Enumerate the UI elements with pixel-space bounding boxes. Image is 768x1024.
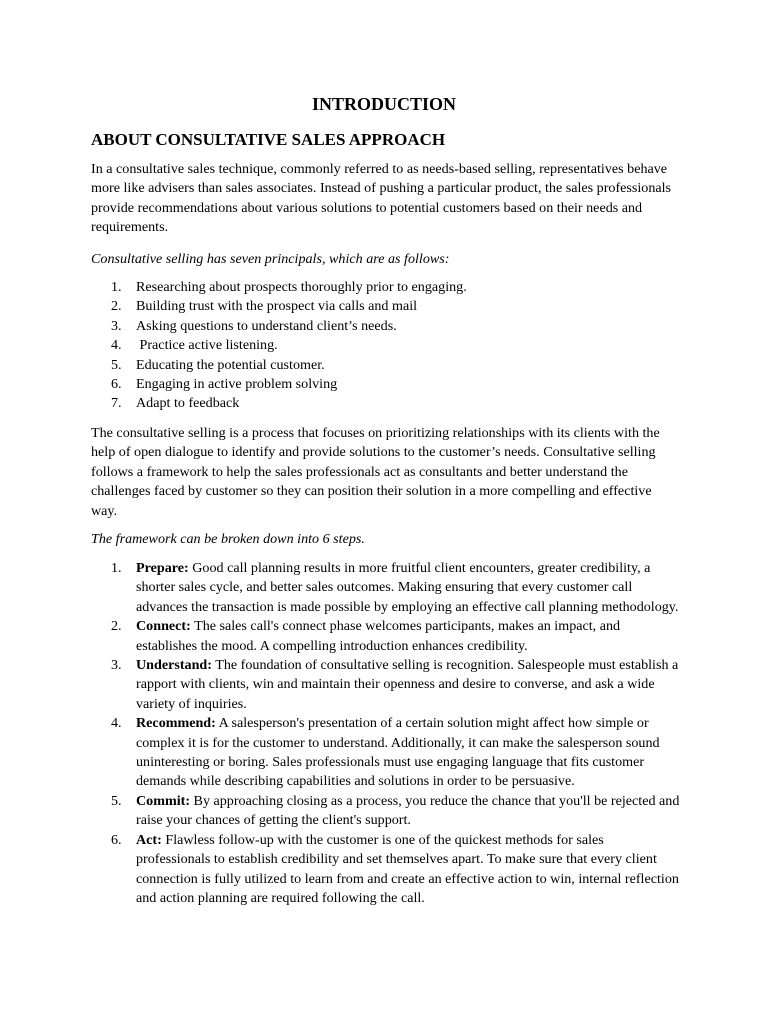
list-item-text: Building trust with the prospect via calls and mail bbox=[136, 298, 418, 315]
intro-paragraph: In a consultative sales technique, commonly referred to as needs-based selling, representatives behave more like advisers than sales associates. Instead of pushing a particular product, the sales professionals provide recommendations about various solutions to potential customers based on their needs and requirements. bbox=[91, 161, 672, 236]
list-number: 4. bbox=[111, 337, 122, 354]
list-item-text: Adapt to feedback bbox=[136, 395, 240, 412]
list-item bbox=[91, 297, 681, 316]
list-item bbox=[91, 617, 681, 656]
step-label: Understand: bbox=[136, 657, 212, 674]
list-item bbox=[91, 356, 681, 375]
list-number: 5. bbox=[111, 792, 122, 809]
list-number: 2. bbox=[111, 618, 122, 635]
list-item bbox=[91, 656, 681, 714]
step-text: The foundation of consultative selling is recognition. Salespeople must establish a rapport with clients, win and maintain their openness and desire to converse, and ask a wide variety of inquiries. bbox=[136, 657, 679, 712]
list-item-text: Engaging in active problem solving bbox=[136, 376, 338, 393]
list-number: 3. bbox=[111, 317, 122, 334]
list-number: 4. bbox=[111, 715, 122, 732]
list-item-text: Researching about prospects thoroughly prior to engaging. bbox=[136, 279, 467, 295]
step-text: The sales call's connect phase welcomes participants, makes an impact, and establishes the mood. A compelling introduction enhances credibility. bbox=[136, 618, 621, 654]
step-label: Connect: bbox=[136, 618, 191, 635]
list-item-text: Educating the potential customer. bbox=[136, 356, 325, 373]
list-number: 6. bbox=[111, 376, 122, 393]
framework-heading: The framework can be broken down into 6 steps. bbox=[91, 531, 365, 547]
step-text: Good call planning results in more fruitful client encounters, greater credibility, a shorter sales cycle, and better sales outcomes. Making ensuring that every customer call advances the transaction is made possible by employing an effective call planning methodology. bbox=[136, 560, 679, 615]
step-text: By approaching closing as a process, you reduce the chance that you'll be rejected and raise your chances of getting the client's support. bbox=[136, 792, 680, 829]
step-text: Flawless follow-up with the customer is one of the quickest methods for sales professionals to establish credibility and set themselves apart. To make sure that every client connection is fully utilized to learn from and create an effective action to win, internal reflection and action planning are required following the call. bbox=[136, 831, 679, 906]
section-heading: ABOUT CONSULTATIVE SALES APPROACH bbox=[91, 130, 446, 149]
step-label: Recommend: bbox=[136, 715, 216, 732]
list-number: 3. bbox=[111, 657, 122, 674]
list-number: 1. bbox=[111, 279, 122, 295]
list-number: 1. bbox=[111, 560, 122, 576]
principles-heading: Consultative selling has seven principals, which are as follows: bbox=[91, 251, 450, 267]
list-number: 7. bbox=[111, 395, 122, 412]
list-item bbox=[91, 559, 681, 617]
list-number: 5. bbox=[111, 356, 122, 373]
list-item bbox=[91, 317, 681, 336]
steps-list bbox=[91, 559, 681, 908]
process-paragraph: The consultative selling is a process that focuses on prioritizing relationships with its clients with the help of open dialogue to identify and provide solutions to the customer’s needs. Consultative selling follows a framework to help the sales professionals act as consultants and better understand the challenges faced by customer so they can position their solution in a more compelling and effective way. bbox=[91, 425, 660, 519]
list-item bbox=[91, 394, 681, 413]
list-number: 2. bbox=[111, 298, 122, 315]
list-item bbox=[91, 278, 681, 297]
step-text: A salesperson's presentation of a certain solution might affect how simple or complex it is for the customer to understand. Additionally, it can make the salesperson sound uninteresting or boring. Sales professionals must use engaging language that fits customer demands while describing capabilities and solutions in order to be persuasive. bbox=[136, 715, 660, 790]
list-item bbox=[91, 375, 681, 394]
list-item-text: Asking questions to understand client’s needs. bbox=[136, 317, 397, 334]
list-item-text: Practice active listening. bbox=[136, 337, 278, 354]
page-title: INTRODUCTION bbox=[311, 94, 457, 114]
list-number: 6. bbox=[111, 831, 122, 848]
step-label: Commit: bbox=[136, 792, 191, 809]
list-item bbox=[91, 792, 681, 831]
list-item bbox=[91, 831, 681, 909]
principles-list bbox=[91, 278, 681, 414]
list-item bbox=[91, 336, 681, 355]
list-item bbox=[91, 714, 681, 792]
step-label: Act: bbox=[136, 831, 162, 848]
step-label: Prepare: bbox=[136, 560, 189, 576]
